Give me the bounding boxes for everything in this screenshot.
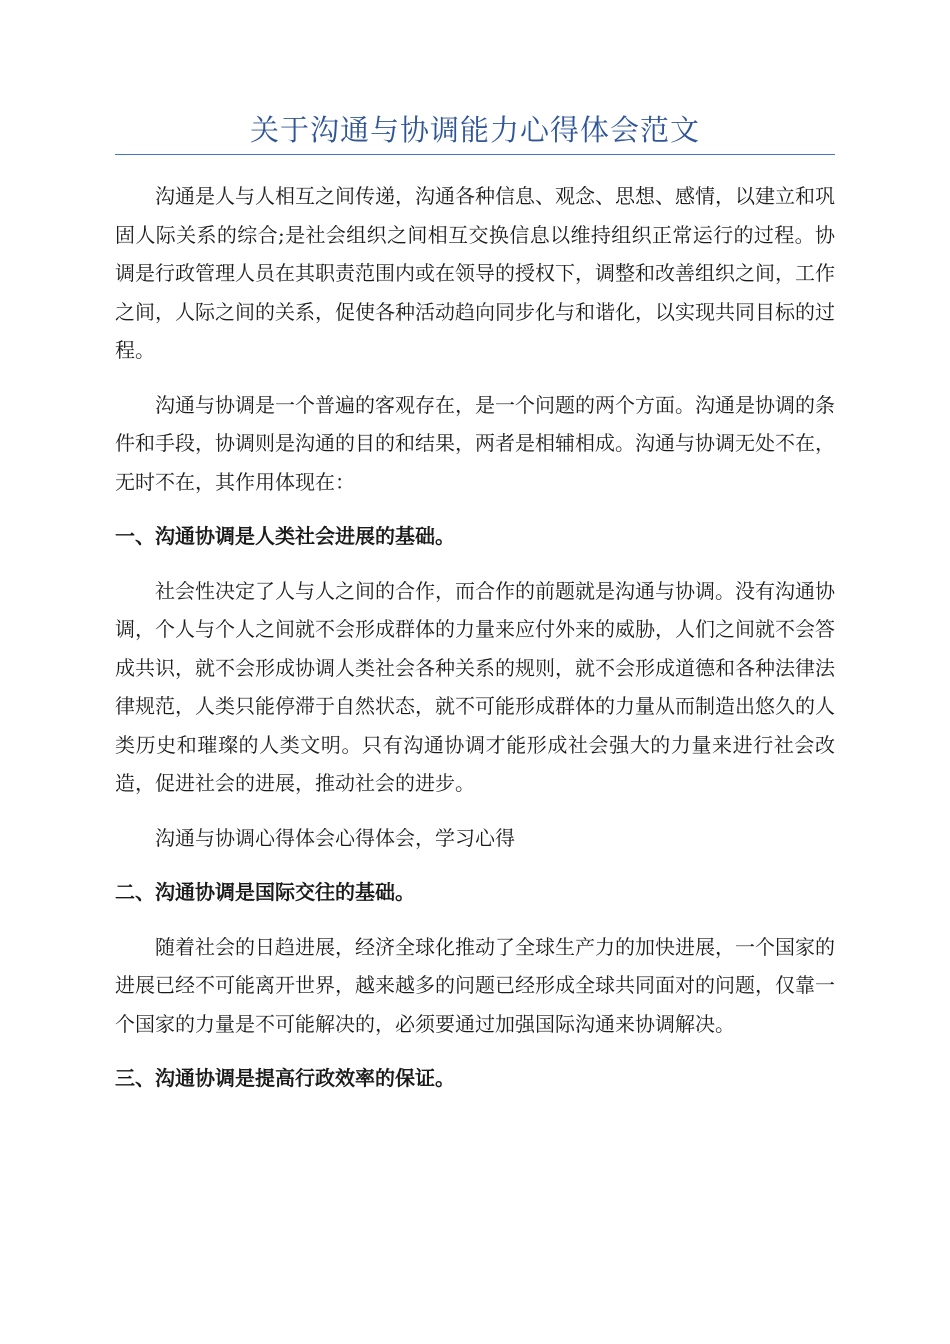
document-page [115, 110, 835, 1114]
paragraph-section-2: 随着社会的日趋进展，经济全球化推动了全球生产力的加快进展，一个国家的进展已经不可能离开世界，越来越多的问题已经形成全球共同面对的问题，仅靠一个国家的力量是不可能解决的，必须要通过加强国际沟通来协调解决。 [115, 934, 835, 1036]
paragraph-inline-note: 沟通与协调心得体会心得体会，学习心得 [155, 825, 515, 850]
paragraph-intro-definition: 沟通是人与人相互之间传递，沟通各种信息、观念、思想、感情，以建立和巩固人际关系的综合;是社会组织之间相互交换信息以维持组织正常运行的过程。协调是行政管理人员在其职责范围内或在领导的授权下，调整和改善组织之间，工作之间，人际之间的关系，促使各种活动趋向同步化与和谐化，以实现共同目标的过程。 [115, 184, 835, 362]
section-heading-3: 三、沟通协调是提高行政效率的保证。 [115, 1066, 455, 1090]
document-title: 关于沟通与协调能力心得体会范文 [115, 110, 835, 155]
paragraph-section-1: 社会性决定了人与人之间的合作，而合作的前题就是沟通与协调。没有沟通协调，个人与个人之间就不会形成群体的力量来应付外来的威胁，人们之间就不会答成共识，就不会形成协调人类社会各种关系的规则，就不会形成道德和各种法律法律规范，人类只能停滞于自然状态，就不可能形成群体的力量从而制造出悠久的人类历史和璀璨的人类文明。只有沟通协调才能形成社会强大的力量来进行社会改造，促进社会的进展，推动社会的进步。 [115, 578, 835, 795]
section-heading-2: 二、沟通协调是国际交往的基础。 [115, 880, 415, 904]
section-heading-1: 一、沟通协调是人类社会进展的基础。 [115, 524, 455, 548]
paragraph-intro-relation: 沟通与协调是一个普遍的客观存在，是一个问题的两个方面。沟通是协调的条件和手段，协调则是沟通的目的和结果，两者是相辅相成。沟通与协调无处不在，无时不在，其作用体现在： [115, 392, 835, 494]
